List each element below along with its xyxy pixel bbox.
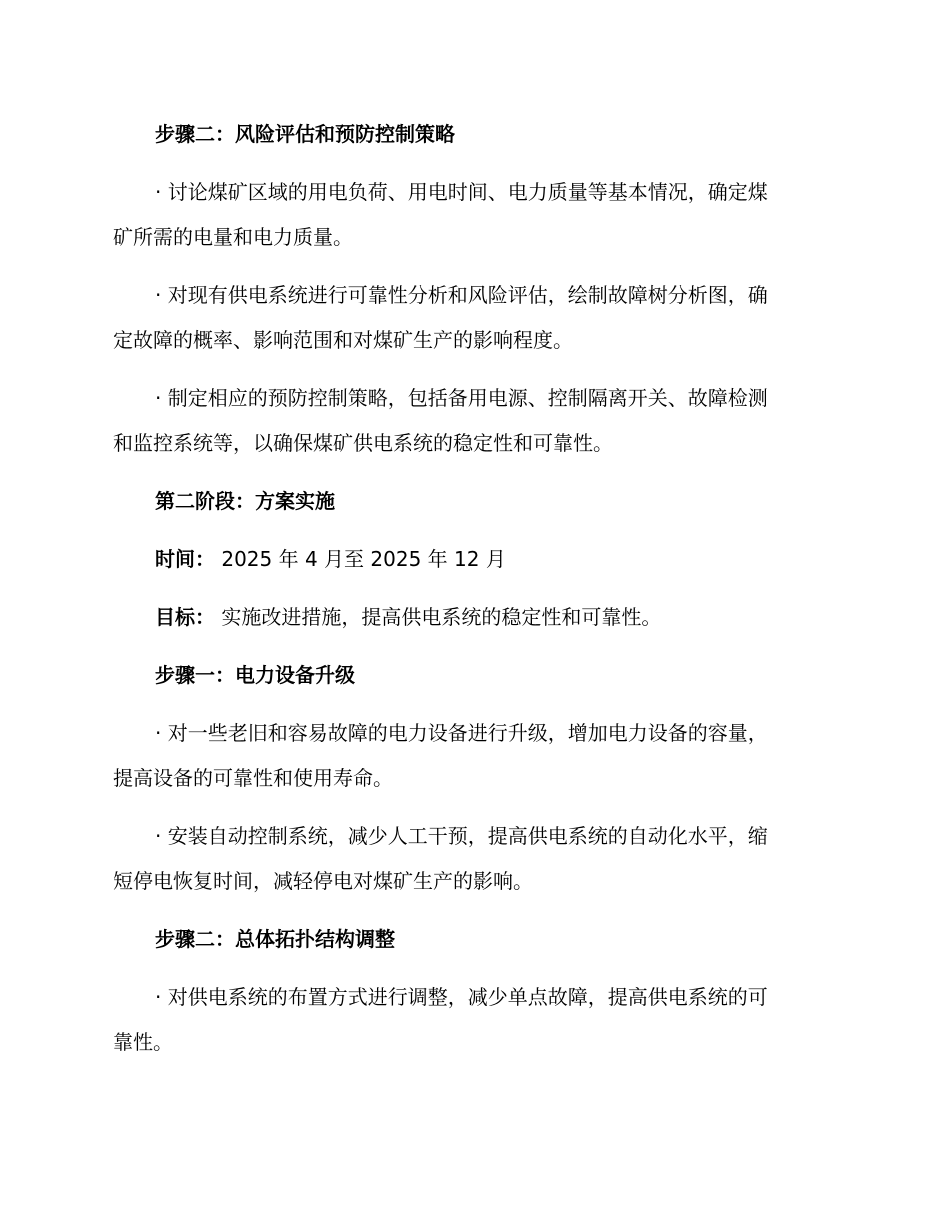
bullet-paragraph — [113, 711, 825, 801]
paragraph-line: 和监控系统等，以确保煤矿供电系统的稳定性和可靠性。 — [113, 431, 613, 455]
paragraph-line: 定故障的概率、影响范围和对煤矿生产的影响程度。 — [113, 328, 573, 352]
paragraph-line: 短停电恢复时间，减轻停电对煤矿生产的影响。 — [113, 869, 533, 893]
paragraph-line: · 对一些老旧和容易故障的电力设备进行升级，增加电力设备的容量， — [155, 721, 768, 745]
paragraph-line: · 安装自动控制系统，减少人工干预，提高供电系统的自动化水平，缩 — [155, 824, 768, 848]
bullet-paragraph — [113, 273, 825, 363]
time-value: 2025 年 4 月至 2025 年 12 月 — [221, 547, 506, 571]
bullet-paragraph — [113, 975, 825, 1065]
bullet-paragraph — [113, 170, 825, 260]
bullet-paragraph — [113, 376, 825, 466]
paragraph-line: 提高设备的可靠性和使用寿命。 — [113, 766, 393, 790]
phase-heading-implementation: 第二阶段：方案实施 — [155, 489, 335, 513]
goal-value: 实施改进措施，提高供电系统的稳定性和可靠性。 — [221, 605, 662, 629]
paragraph-line: · 讨论煤矿区域的用电负荷、用电时间、电力质量等基本情况，确定煤 — [155, 180, 768, 204]
paragraph-line: · 对现有供电系统进行可靠性分析和风险评估，绘制故障树分析图，确 — [155, 283, 768, 307]
time-label: 时间： — [155, 547, 215, 571]
section-heading-risk-assessment: 步骤二：风险评估和预防控制策略 — [155, 122, 455, 146]
paragraph-line: 靠性。 — [113, 1030, 173, 1054]
goal-row — [113, 595, 825, 640]
section-heading-equipment-upgrade: 步骤一：电力设备升级 — [155, 663, 355, 687]
section-heading-topology-adjustment: 步骤二：总体拓扑结构调整 — [155, 927, 395, 951]
paragraph-line: · 对供电系统的布置方式进行调整，减少单点故障，提高供电系统的可 — [155, 985, 768, 1009]
bullet-paragraph — [113, 814, 825, 904]
paragraph-line: · 制定相应的预防控制策略，包括备用电源、控制隔离开关、故障检测 — [155, 386, 768, 410]
paragraph-line: 矿所需的电量和电力质量。 — [113, 225, 353, 249]
time-row — [113, 537, 825, 582]
goal-label: 目标： — [155, 605, 215, 629]
document-body — [113, 112, 825, 1065]
